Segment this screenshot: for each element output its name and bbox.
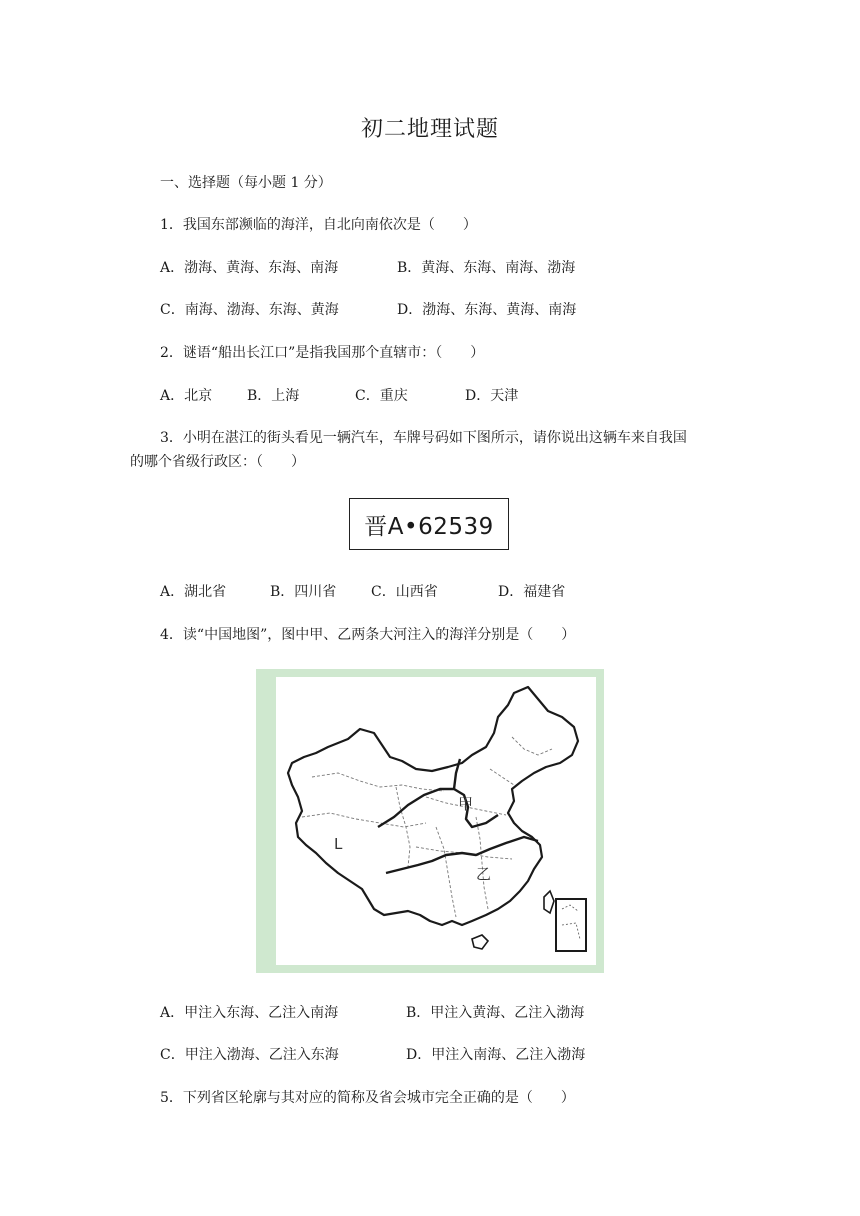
question-4-option-a: A．甲注入东海、乙注入南海 (160, 1005, 339, 1021)
china-map-outline (276, 677, 596, 965)
question-4-option-b: B．甲注入黄海、乙注入渤海 (406, 1005, 585, 1021)
question-2-option-b: B．上海 (247, 388, 300, 404)
map-label-jia: 甲 (458, 795, 474, 813)
question-1-option-a: A．渤海、黄海、东海、南海 (160, 260, 339, 276)
china-map-figure (256, 669, 604, 973)
section-heading: 一、选择题（每小题 1 分） (160, 175, 332, 191)
question-1-option-b: B．黄海、东海、南海、渤海 (397, 260, 576, 276)
question-3-option-d: D．福建省 (498, 584, 566, 600)
china-map (276, 677, 596, 965)
south-china-sea-inset (556, 899, 586, 951)
question-3-stem-line-1: 3．小明在湛江的街头看见一辆汽车，车牌号码如下图所示，请你说出这辆车来自我国 (160, 430, 687, 446)
question-2-stem: 2．谜语“船出长江口”是指我国那个直辖市：（ ） (160, 345, 485, 361)
question-2-option-c: C．重庆 (355, 388, 408, 404)
license-plate: 晋A•62539 (349, 498, 509, 550)
question-2-option-a: A．北京 (160, 388, 213, 404)
map-label-yi: 乙 (476, 865, 492, 883)
question-2-option-d: D．天津 (465, 388, 519, 404)
question-4-option-c: C．甲注入渤海、乙注入东海 (160, 1047, 339, 1063)
question-3-option-b: B．四川省 (270, 584, 337, 600)
question-1-option-c: C．南海、渤海、东海、黄海 (160, 302, 339, 318)
river-jia (378, 789, 498, 827)
map-label-l: L (334, 835, 343, 853)
question-1-option-d: D．渤海、东海、黄海、南海 (397, 302, 577, 318)
question-3-option-a: A．湖北省 (160, 584, 227, 600)
question-1-stem: 1．我国东部濒临的海洋，自北向南依次是（ ） (160, 217, 477, 233)
question-5-stem: 5．下列省区轮廓与其对应的简称及省会城市完全正确的是（ ） (160, 1090, 575, 1106)
question-3-stem-line-2: 的哪个省级行政区：（ ） (130, 454, 305, 470)
question-3-option-c: C．山西省 (371, 584, 438, 600)
question-4-option-d: D．甲注入南海、乙注入渤海 (406, 1047, 586, 1063)
question-4-stem: 4．读“中国地图”，图中甲、乙两条大河注入的海洋分别是（ ） (160, 627, 576, 643)
page-title: 初二地理试题 (360, 117, 499, 142)
china-border (288, 687, 578, 925)
